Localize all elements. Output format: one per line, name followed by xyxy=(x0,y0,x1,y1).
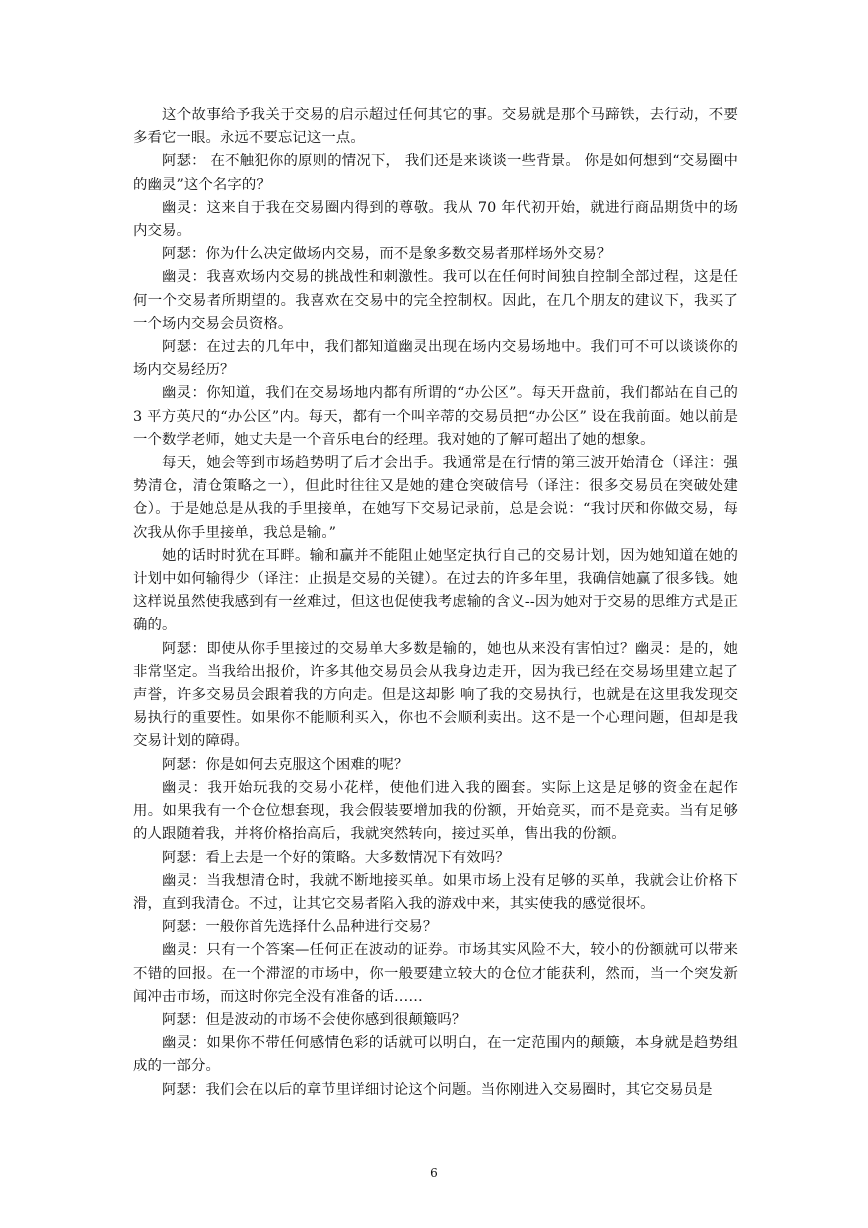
paragraph-8: 每天，她会等到市场趋势明了后才会出手。我通常是在行情的第三波开始清仓（译注：强势清仓，清仓策略之一），但此时往往又是她的建仓突破信号（译注：很多交易员在突破处建仓）。于是她总是从我的手里接单，在她写下交易记录前，总是会说：“我讨厌和你做交易，每次我从你手里接单，我总是输。” xyxy=(133,455,738,541)
paragraph-14: 幽灵：当我想清仓时，我就不断地接买单。如果市场上没有足够的买单，我就会让价格下滑，直到我清仓。不过，让其它交易者陷入我的游戏中来，其实使我的感觉很坏。 xyxy=(133,872,738,912)
paragraph-10: 阿瑟：即使从你手里接过的交易单大多数是输的，她也从来没有害怕过？幽灵：是的，她非常坚定。当我给出报价，许多其他交易员会从我身边走开，因为我已经在交易场里建立起了声誉，许多交易员会跟着我的方向走。但是这却影 响了我的交易执行，也就是在这里我发现交易执行的重要性。如果你不能顺利买入，你也不会顺利卖出。这不是一个心理问题，但却是我交易计划的障碍。 xyxy=(133,640,738,750)
paragraph-6: 阿瑟：在过去的几年中，我们都知道幽灵出现在场内交易场地中。我们可不可以谈谈你的场内交易经历？ xyxy=(133,339,738,379)
paragraph-15: 阿瑟：一般你首先选择什么品种进行交易？ xyxy=(162,919,438,936)
paragraph-9: 她的话时时犹在耳畔。输和赢并不能阻止她坚定执行自己的交易计划，因为她知道在她的计划中如何输得少（译注：止损是交易的关键）。在过去的许多年里，我确信她赢了很多钱。她这样说虽然使我感到有一丝难过，但这也促使我考虑输的含义--因为她对于交易的思维方式是正确的。 xyxy=(133,547,738,634)
paragraph-4: 阿瑟：你为什么决定做场内交易，而不是象多数交易者那样场外交易？ xyxy=(162,246,612,263)
paragraph-12: 幽灵：我开始玩我的交易小花样，使他们进入我的圈套。实际上这是足够的资金在起作用。如果我有一个仓位想套现，我会假装要增加我的份额，开始竞买，而不是竞卖。当有足够的人跟随着我，并将价格抬高后，我就突然转向，接过买单，售出我的份额。 xyxy=(133,779,738,843)
page-body xyxy=(133,104,738,1102)
paragraph-16: 幽灵：只有一个答案—任何正在波动的证券。市场其实风险不大，较小的份额就可以带来不错的回报。在一个滞涩的市场中，你一般要建立较大的仓位才能获利，然而，当一个突发新闻冲击市场，而这时你完全没有准备的话…… xyxy=(133,942,738,1005)
paragraph-18: 幽灵：如果你不带任何感情色彩的话就可以明白，在一定范围内的颠簸，本身就是趋势组成的一部分。 xyxy=(133,1035,738,1075)
paragraph-2: 阿瑟： 在不触犯你的原则的情况下， 我们还是来谈谈一些背景。 你是如何想到“交易圈中的幽灵”这个名字的？ xyxy=(133,153,738,193)
paragraph-7: 幽灵：你知道，我们在交易场地内都有所谓的“办公区”。每天开盘前，我们都站在自己的 3 平方英尺的“办公区”内。每天，都有一个叫辛蒂的交易员把“办公区” 设在我前面。她以前是一个数学老师，她丈夫是一个音乐电台的经理。我对她的了解可超出了她的想象。 xyxy=(133,385,738,448)
page-number: 6 xyxy=(430,1166,438,1180)
paragraph-13: 阿瑟：看上去是一个好的策略。大多数情况下有效吗？ xyxy=(162,849,510,866)
paragraph-1: 这个故事给予我关于交易的启示超过任何其它的事。交易就是那个马蹄铁，去行动，不要多看它一眼。永远不要忘记这一点。 xyxy=(133,107,738,147)
paragraph-19: 阿瑟：我们会在以后的章节里详细讨论这个问题。当你刚进入交易圈时，其它交易员是 xyxy=(162,1081,713,1098)
paragraph-11: 阿瑟：你是如何去克服这个困难的呢？ xyxy=(162,756,409,773)
paragraph-17: 阿瑟：但是波动的市场不会使你感到很颠簸吗？ xyxy=(162,1011,467,1028)
paragraph-5: 幽灵：我喜欢场内交易的挑战性和刺激性。我可以在任何时间独自控制全部过程，这是任何一个交易者所期望的。我喜欢在交易中的完全控制权。因此，在几个朋友的建议下，我买了一个场内交易会员资格。 xyxy=(133,269,738,332)
paragraph-3: 幽灵：这来自于我在交易圈内得到的尊敬。我从 70 年代初开始，就进行商品期货中的场内交易。 xyxy=(133,199,738,240)
